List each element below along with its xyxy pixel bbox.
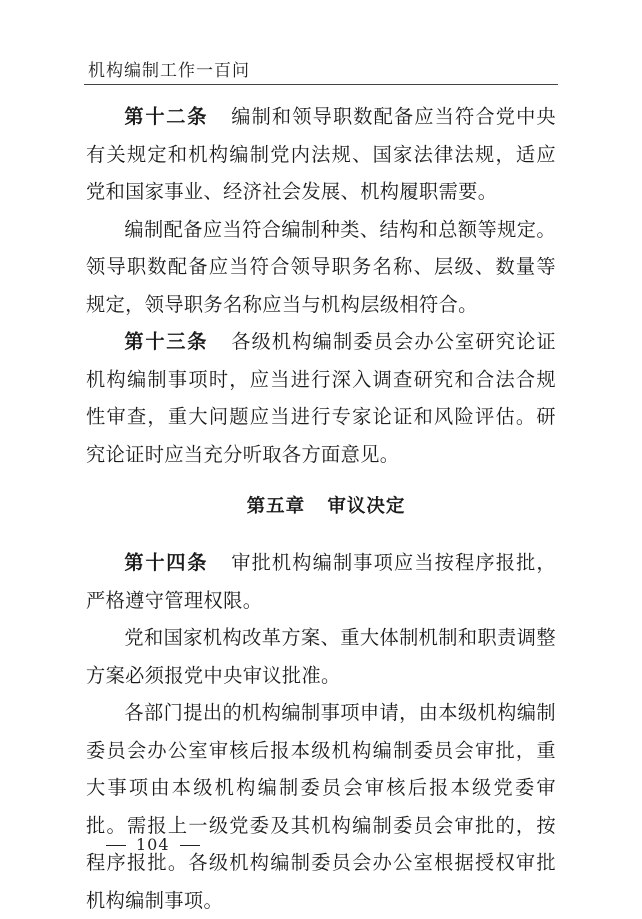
article-12-paragraph-2: 编制配备应当符合编制种类、结构和总额等规定。领导职数配备应当符合领导职务名称、层级、数量等规定，领导职务名称应当与机构层级相符合。 (86, 217, 556, 316)
chapter-number: 第五章 (246, 496, 306, 517)
article-14-text: 审批机构编制事项应当按程序报批，严格遵守管理权限。 (86, 551, 557, 612)
article-13-number: 第十三条 (124, 330, 209, 353)
page-body (86, 98, 556, 919)
page-footer (96, 835, 210, 854)
article-13-paragraph-1 (86, 323, 556, 473)
article-14-number: 第十四条 (124, 551, 209, 574)
article-12-number: 第十二条 (124, 105, 209, 128)
footer-dash-right (180, 845, 200, 846)
article-14-paragraph-3: 各部门提出的机构编制事项申请，由本级机构编制委员会办公室审核后报本级机构编制委员会审批，重大事项由本级机构编制委员会审核后报本级党委审批。需报上一级党委及其机构编制委员会审批的，按程序报批。各级机构编制委员会办公室根据授权审批机构编制事项。 (86, 701, 556, 912)
article-14-paragraph-2: 党和国家机构改革方案、重大体制机制和职责调整方案必须报党中央审议批准。 (86, 626, 556, 687)
footer-dash-left (106, 845, 126, 846)
article-13-text: 各级机构编制委员会办公室研究论证机构编制事项时，应当进行深入调查研究和合法合规性审查，重大问题应当进行专家论证和风险评估。研究论证时应当充分听取各方面意见。 (86, 330, 557, 466)
running-header: 机构编制工作一百问 (88, 61, 250, 81)
chapter-heading (86, 491, 556, 523)
article-14-paragraph-1 (86, 544, 556, 619)
chapter-title: 审议决定 (327, 496, 406, 517)
header-rule (84, 84, 558, 85)
article-12-text: 编制和领导职数配备应当符合党中央有关规定和机构编制党内法规、国家法律法规，适应党和国家事业、经济社会发展、机构履职需要。 (86, 105, 557, 203)
article-12-paragraph-1 (86, 98, 556, 211)
page-number: 104 (136, 835, 170, 854)
